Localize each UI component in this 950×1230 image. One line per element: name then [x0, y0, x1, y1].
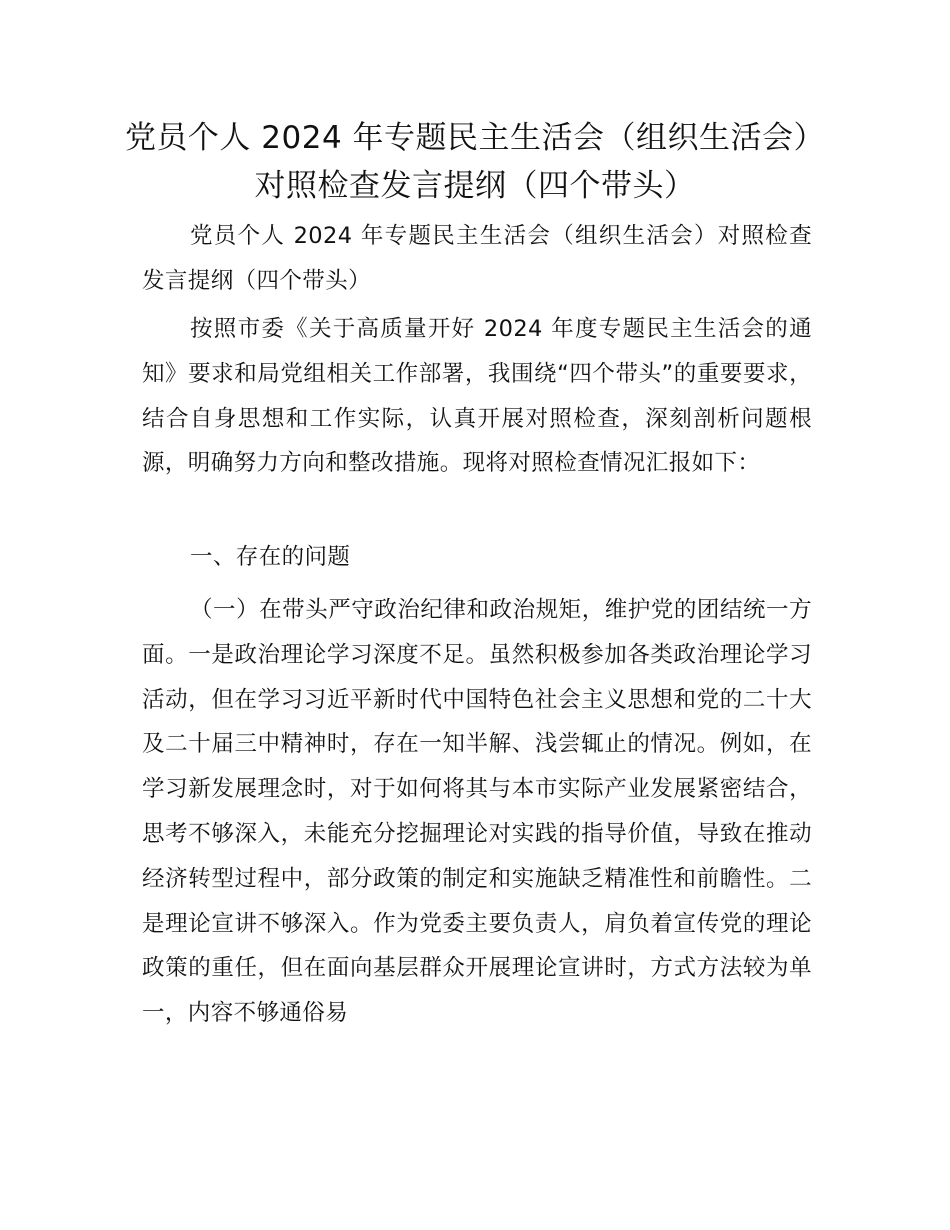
section-heading: 一、存在的问题	[190, 544, 351, 570]
intro-paragraph: 按照市委《关于高质量开好 2024 年度专题民主生活会的通知》要求和局党组相关工作部署，我围绕“四个带头”的重要要求，结合自身思想和工作实际，认真开展对照检查，深刻剖析问题根源，明确努力方向和整改措施。现将对照检查情况汇报如下：	[142, 316, 812, 477]
document-title: 党员个人 2024 年专题民主生活会（组织生活会）对照检查发言提纲（四个带头）	[124, 120, 826, 204]
section-one-paragraph: （一）在带头严守政治纪律和政治规矩，维护党的团结统一方面。一是政治理论学习深度不足。虽然积极参加各类政治理论学习活动，但在学习习近平新时代中国特色社会主义思想和党的二十大及二十届三中精神时，存在一知半解、浅尝辄止的情况。例如，在学习新发展理念时，对于如何将其与本市实际产业发展紧密结合，思考不够深入，未能充分挖掘理论对实践的指导价值，导致在推动经济转型过程中，部分政策的制定和实施缺乏精准性和前瞻性。二是理论宣讲不够深入。作为党委主要负责人，肩负着宣传党的理论政策的重任，但在面向基层群众开展理论宣讲时，方式方法较为单一，内容不够通俗易	[142, 597, 812, 1027]
document-subtitle-paragraph: 党员个人 2024 年专题民主生活会（组织生活会）对照检查发言提纲（四个带头）	[142, 223, 812, 294]
